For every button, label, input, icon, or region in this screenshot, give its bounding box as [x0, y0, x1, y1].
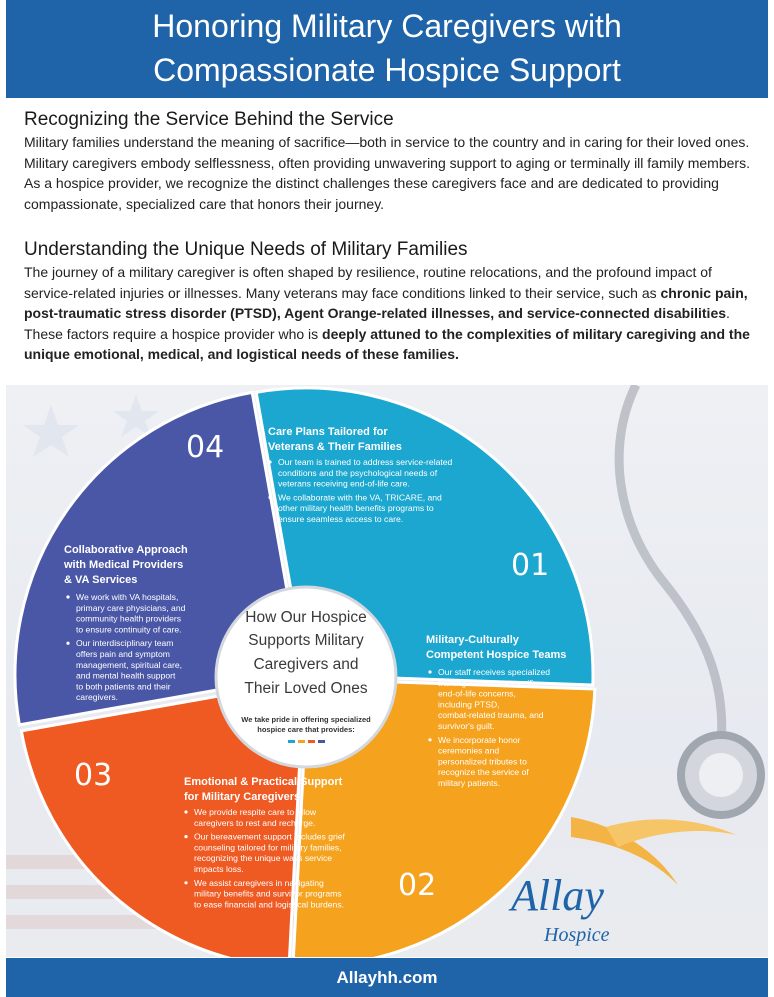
body-text: . These factors require a hospice provider who is — [24, 305, 730, 342]
segment-bullet-text: We work with VA hospitals, — [76, 592, 179, 602]
segment-bullet-text: Our staff receives specialized — [438, 667, 551, 677]
segment-bullet-text: Our bereavement support includes grief — [194, 831, 345, 842]
page-title-line1: Honoring Military Caregivers with — [152, 8, 622, 44]
segment-bullet-text: including PTSD, — [438, 699, 500, 710]
bullet-icon — [184, 835, 187, 838]
center-subtitle-line1: We take pride in offering specialized — [241, 715, 371, 724]
page-header — [6, 0, 768, 98]
segment-title: Military-Culturally — [426, 634, 519, 646]
segment-bullet-text: combat-related trauma, and — [438, 710, 544, 721]
color-dash — [308, 740, 315, 743]
segment-title: with Medical Providers — [64, 559, 184, 571]
segment-bullet-text: offers pain and symptom — [76, 649, 170, 659]
segment-bullet-text: end-of-life concerns, — [438, 688, 516, 699]
segment-bullet-text: community health providers — [76, 613, 182, 624]
segment-title: Collaborative Approach — [64, 544, 188, 556]
bullet-icon — [268, 460, 271, 463]
bullet-icon — [184, 881, 187, 884]
segment-bullet-text: Our interdisciplinary team — [76, 638, 174, 649]
segment-bullet-text: caregivers to rest and recharge. — [194, 817, 316, 828]
section-body: Military families understand the meaning of sacrifice—both in service to the country and in caring for their loved ones. Military caregivers embody selflessness, often providing unwavering support to aging or terminally ill family members. As a hospice provider, we recognize the distinct challenges these caregivers face and are dedicated to providing compassionate, specialized care that honors their journey. — [24, 134, 750, 212]
segment-bullet-text: counseling tailored for military families, — [194, 842, 342, 853]
segment-bullet-text: to ease financial and logistical burdens. — [194, 899, 345, 910]
bullet-icon — [66, 642, 69, 645]
segment-bullet-text: other military health benefits programs to — [278, 503, 434, 514]
segment-bullet-text: caregivers. — [76, 692, 119, 703]
segment-bullet-text: veterans receiving end-of-life care. — [278, 478, 410, 489]
segment-bullet-text: and mental health support — [76, 670, 176, 681]
segment-bullet-text: ceremonies and — [438, 745, 500, 756]
section-heading: Understanding the Unique Needs of Military Families — [24, 239, 468, 260]
page-footer — [6, 958, 768, 997]
infographic-wheel — [6, 385, 768, 957]
bullet-icon — [66, 595, 69, 598]
bullet-icon — [428, 738, 431, 741]
segment-title: Competent Hospice Teams — [426, 649, 567, 661]
section-heading: Recognizing the Service Behind the Service — [24, 109, 394, 130]
stethoscope-icon — [619, 385, 761, 815]
segment-bullet-text: to ensure continuity of care. — [76, 624, 182, 635]
segment-bullet-text: survivor's guilt. — [438, 721, 495, 731]
color-dash — [288, 740, 295, 743]
bullet-icon — [184, 810, 187, 813]
segment-bullet-text: conditions and the psychological needs of — [278, 467, 438, 478]
section-body — [24, 262, 752, 365]
section-recognizing — [24, 108, 752, 214]
body-bold-text: deeply attuned to the complexities of military caregiving and the unique emotional, medical, and logistical needs of these families. — [24, 325, 750, 362]
segment-bullet-text: management, spiritual care, — [76, 659, 183, 670]
center-title-line4: Their Loved Ones — [244, 680, 368, 697]
section-understanding — [24, 238, 752, 365]
segment-bullet-text: Our team is trained to address service-related — [278, 457, 453, 467]
segment-title: Emotional & Practical Support — [184, 776, 343, 788]
segment-number: 04 — [186, 430, 225, 465]
center-title-line1: How Our Hospice — [245, 609, 367, 626]
website-link[interactable]: Allayhh.com — [336, 968, 438, 987]
logo-name: Allay — [511, 871, 604, 920]
segment-bullet-text: impacts loss. — [194, 864, 244, 874]
center-title-line2: Supports Military — [248, 632, 364, 649]
body-text: The journey of a military caregiver is often shaped by resilience, routine relocations, and the profound impact of service-related injuries or illnesses. Many veterans may face conditions linked to their service, such as — [24, 264, 712, 301]
segment-bullet-text: personalized tributes to — [438, 756, 527, 767]
segment-number: 03 — [74, 758, 113, 793]
bullet-icon — [428, 670, 431, 673]
page-title-line2: Compassionate Hospice Support — [153, 52, 621, 88]
segment-bullet-text: We assist caregivers in navigating — [194, 877, 324, 888]
segment-bullet-text: We incorporate honor — [438, 734, 521, 745]
center-circle — [216, 587, 396, 767]
segment-title: & VA Services — [64, 574, 138, 586]
segment-title: for Military Caregivers — [184, 791, 301, 803]
segment-number: 01 — [511, 548, 550, 583]
center-title-line3: Caregivers and — [253, 656, 359, 673]
segment-bullet-text: recognizing the unique ways service — [194, 853, 333, 864]
body-bold-text: chronic pain, post-traumatic stress disorder (PTSD), Agent Orange-related illnesses, and service-connected disabilities — [24, 284, 748, 321]
segment-bullet-text: training in veteran-specific — [438, 677, 538, 688]
segment-bullet-text: recognize the service of — [438, 767, 529, 778]
segment-title: Veterans & Their Families — [268, 441, 402, 453]
segment-bullet-text: military patients. — [438, 778, 501, 788]
segment-bullet-text: We collaborate with the VA, TRICARE, and — [278, 492, 442, 503]
bullet-icon — [268, 496, 271, 499]
color-dash — [298, 740, 305, 743]
color-dash — [318, 740, 325, 743]
segment-title: Care Plans Tailored for — [268, 426, 388, 438]
segment-bullet-text: We provide respite care to allow — [194, 807, 317, 817]
segment-bullet-text: ensure seamless access to care. — [278, 514, 404, 524]
segment-bullet-text: military benefits and survivor programs — [194, 888, 342, 899]
segment-number: 02 — [398, 868, 437, 903]
segment-bullet-text: primary care physicians, and — [76, 602, 186, 613]
logo-sub: Hospice — [544, 924, 610, 946]
segment-bullet-text: to both patients and their — [76, 681, 171, 692]
infographic-background — [6, 385, 768, 957]
center-subtitle-line2: hospice care that provides: — [257, 725, 355, 734]
